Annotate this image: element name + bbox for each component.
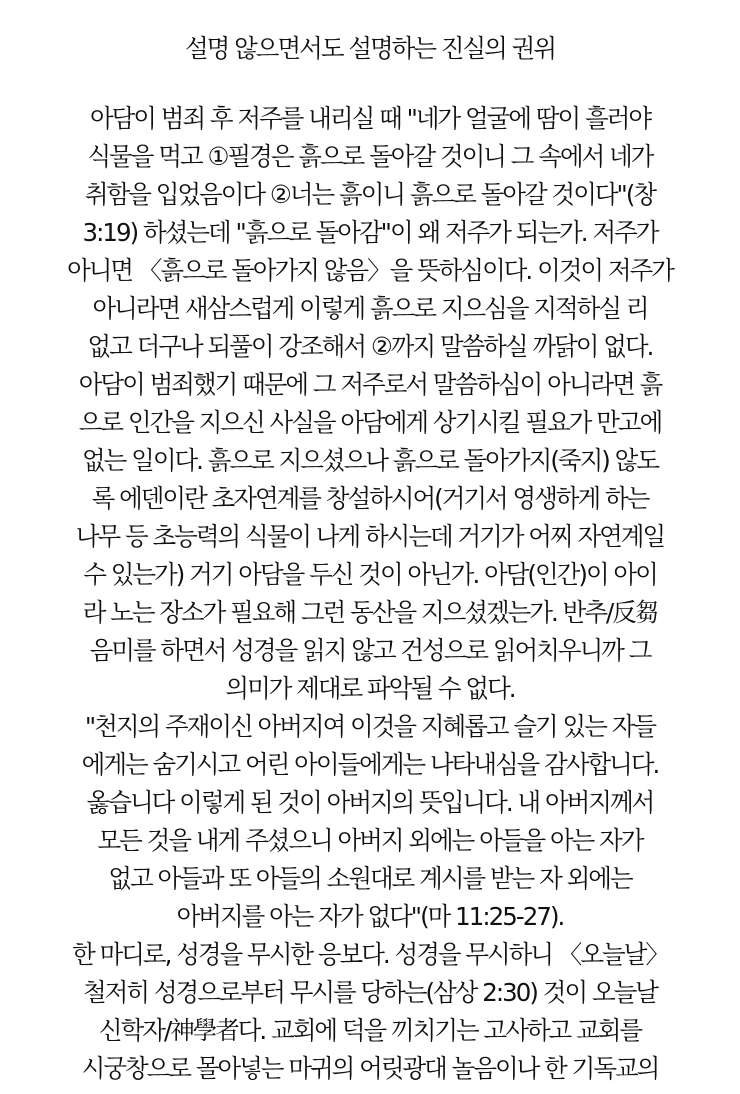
text-line: 아담이 범죄 후 저주를 내리실 때 "네가 얼굴에 땀이 흘러야 xyxy=(89,104,651,133)
text-line: 취함을 입었음이다 ②너는 흙이니 흙으로 돌아갈 것이다"(창 xyxy=(84,180,656,209)
paragraph-3 xyxy=(0,708,740,936)
text-line: 라 노는 장소가 필요해 그런 동산을 지으셨겠는가. 반추/反芻 xyxy=(82,598,658,627)
text-line: 옳습니다 이렇게 된 것이 아버지의 뜻입니다. 내 아버지께서 xyxy=(86,788,654,817)
paragraph-4 xyxy=(0,936,740,1088)
text-line: 없는 일이다. 흙으로 지으셨으나 흙으로 돌아가지(죽지) 않도 xyxy=(81,446,659,475)
text-line: "천지의 주재이신 아버지여 이것을 지혜롭고 슬기 있는 자들 xyxy=(84,712,656,741)
text-line: 없고 더구나 되풀이 강조해서 ②까지 말씀하실 까닭이 없다. xyxy=(87,332,653,361)
text-line: 수 있는가) 거기 아담을 두신 것이 아닌가. 아담(인간)이 아이 xyxy=(83,560,657,589)
paragraph-1 xyxy=(0,100,740,366)
text-line: 록 에덴이란 초자연계를 창설하시어(거기서 영생하게 하는 xyxy=(91,484,649,513)
paragraph-2 xyxy=(0,366,740,708)
text-line: 식물을 먹고 ①필경은 흙으로 돌아갈 것이니 그 속에서 네가 xyxy=(87,142,653,171)
text-line: 신학자/神學者다. 교회에 덕을 끼치기는 고사하고 교회를 xyxy=(98,1016,642,1045)
text-line: 없고 아들과 또 아들의 소원대로 계시를 받는 자 외에는 xyxy=(108,864,632,893)
text-line: 철저히 성경으로부터 무시를 당하는(삼상 2:30) 것이 오늘날 xyxy=(83,978,657,1007)
text-line: 모든 것을 내게 주셨으니 아버지 외에는 아들을 아는 자가 xyxy=(97,826,643,855)
text-line: 음미를 하면서 성경을 읽지 않고 건성으로 읽어치우니까 그 xyxy=(89,636,651,665)
document-title: 설명 않으면서도 설명하는 진실의 권위 xyxy=(184,34,556,63)
text-line: 아담이 범죄했기 때문에 그 저주로서 말씀하심이 아니라면 흙 xyxy=(78,370,662,399)
text-line: 으로 인간을 지으신 사실을 아담에게 상기시킬 필요가 만고에 xyxy=(78,408,662,437)
text-line: 시궁창으로 몰아넣는 마귀의 어릿광대 놀음이나 한 기독교의 xyxy=(81,1054,659,1083)
text-line: 3:19) 하셨는데 "흙으로 돌아감"이 왜 저주가 되는가. 저주가 xyxy=(82,218,658,247)
text-line: 아버지를 아는 자가 없다"(마 11:25-27). xyxy=(176,902,564,931)
text-line: 의미가 제대로 파악될 수 없다. xyxy=(225,674,515,703)
text-line: 아니라면 새삼스럽게 이렇게 흙으로 지으심을 지적하실 리 xyxy=(92,294,648,323)
text-line: 아니면 〈흙으로 돌아가지 않음〉을 뜻하심이다. 이것이 저주가 xyxy=(67,256,673,285)
text-line: 한 마디로, 성경을 무시한 응보다. 성경을 무시하니 〈오늘날〉 xyxy=(72,940,668,969)
text-line: 나무 등 초능력의 식물이 나게 하시는데 거기가 어찌 자연계일 xyxy=(75,522,665,551)
text-line: 에게는 숨기시고 어린 아이들에게는 나타내심을 감사합니다. xyxy=(81,750,659,779)
